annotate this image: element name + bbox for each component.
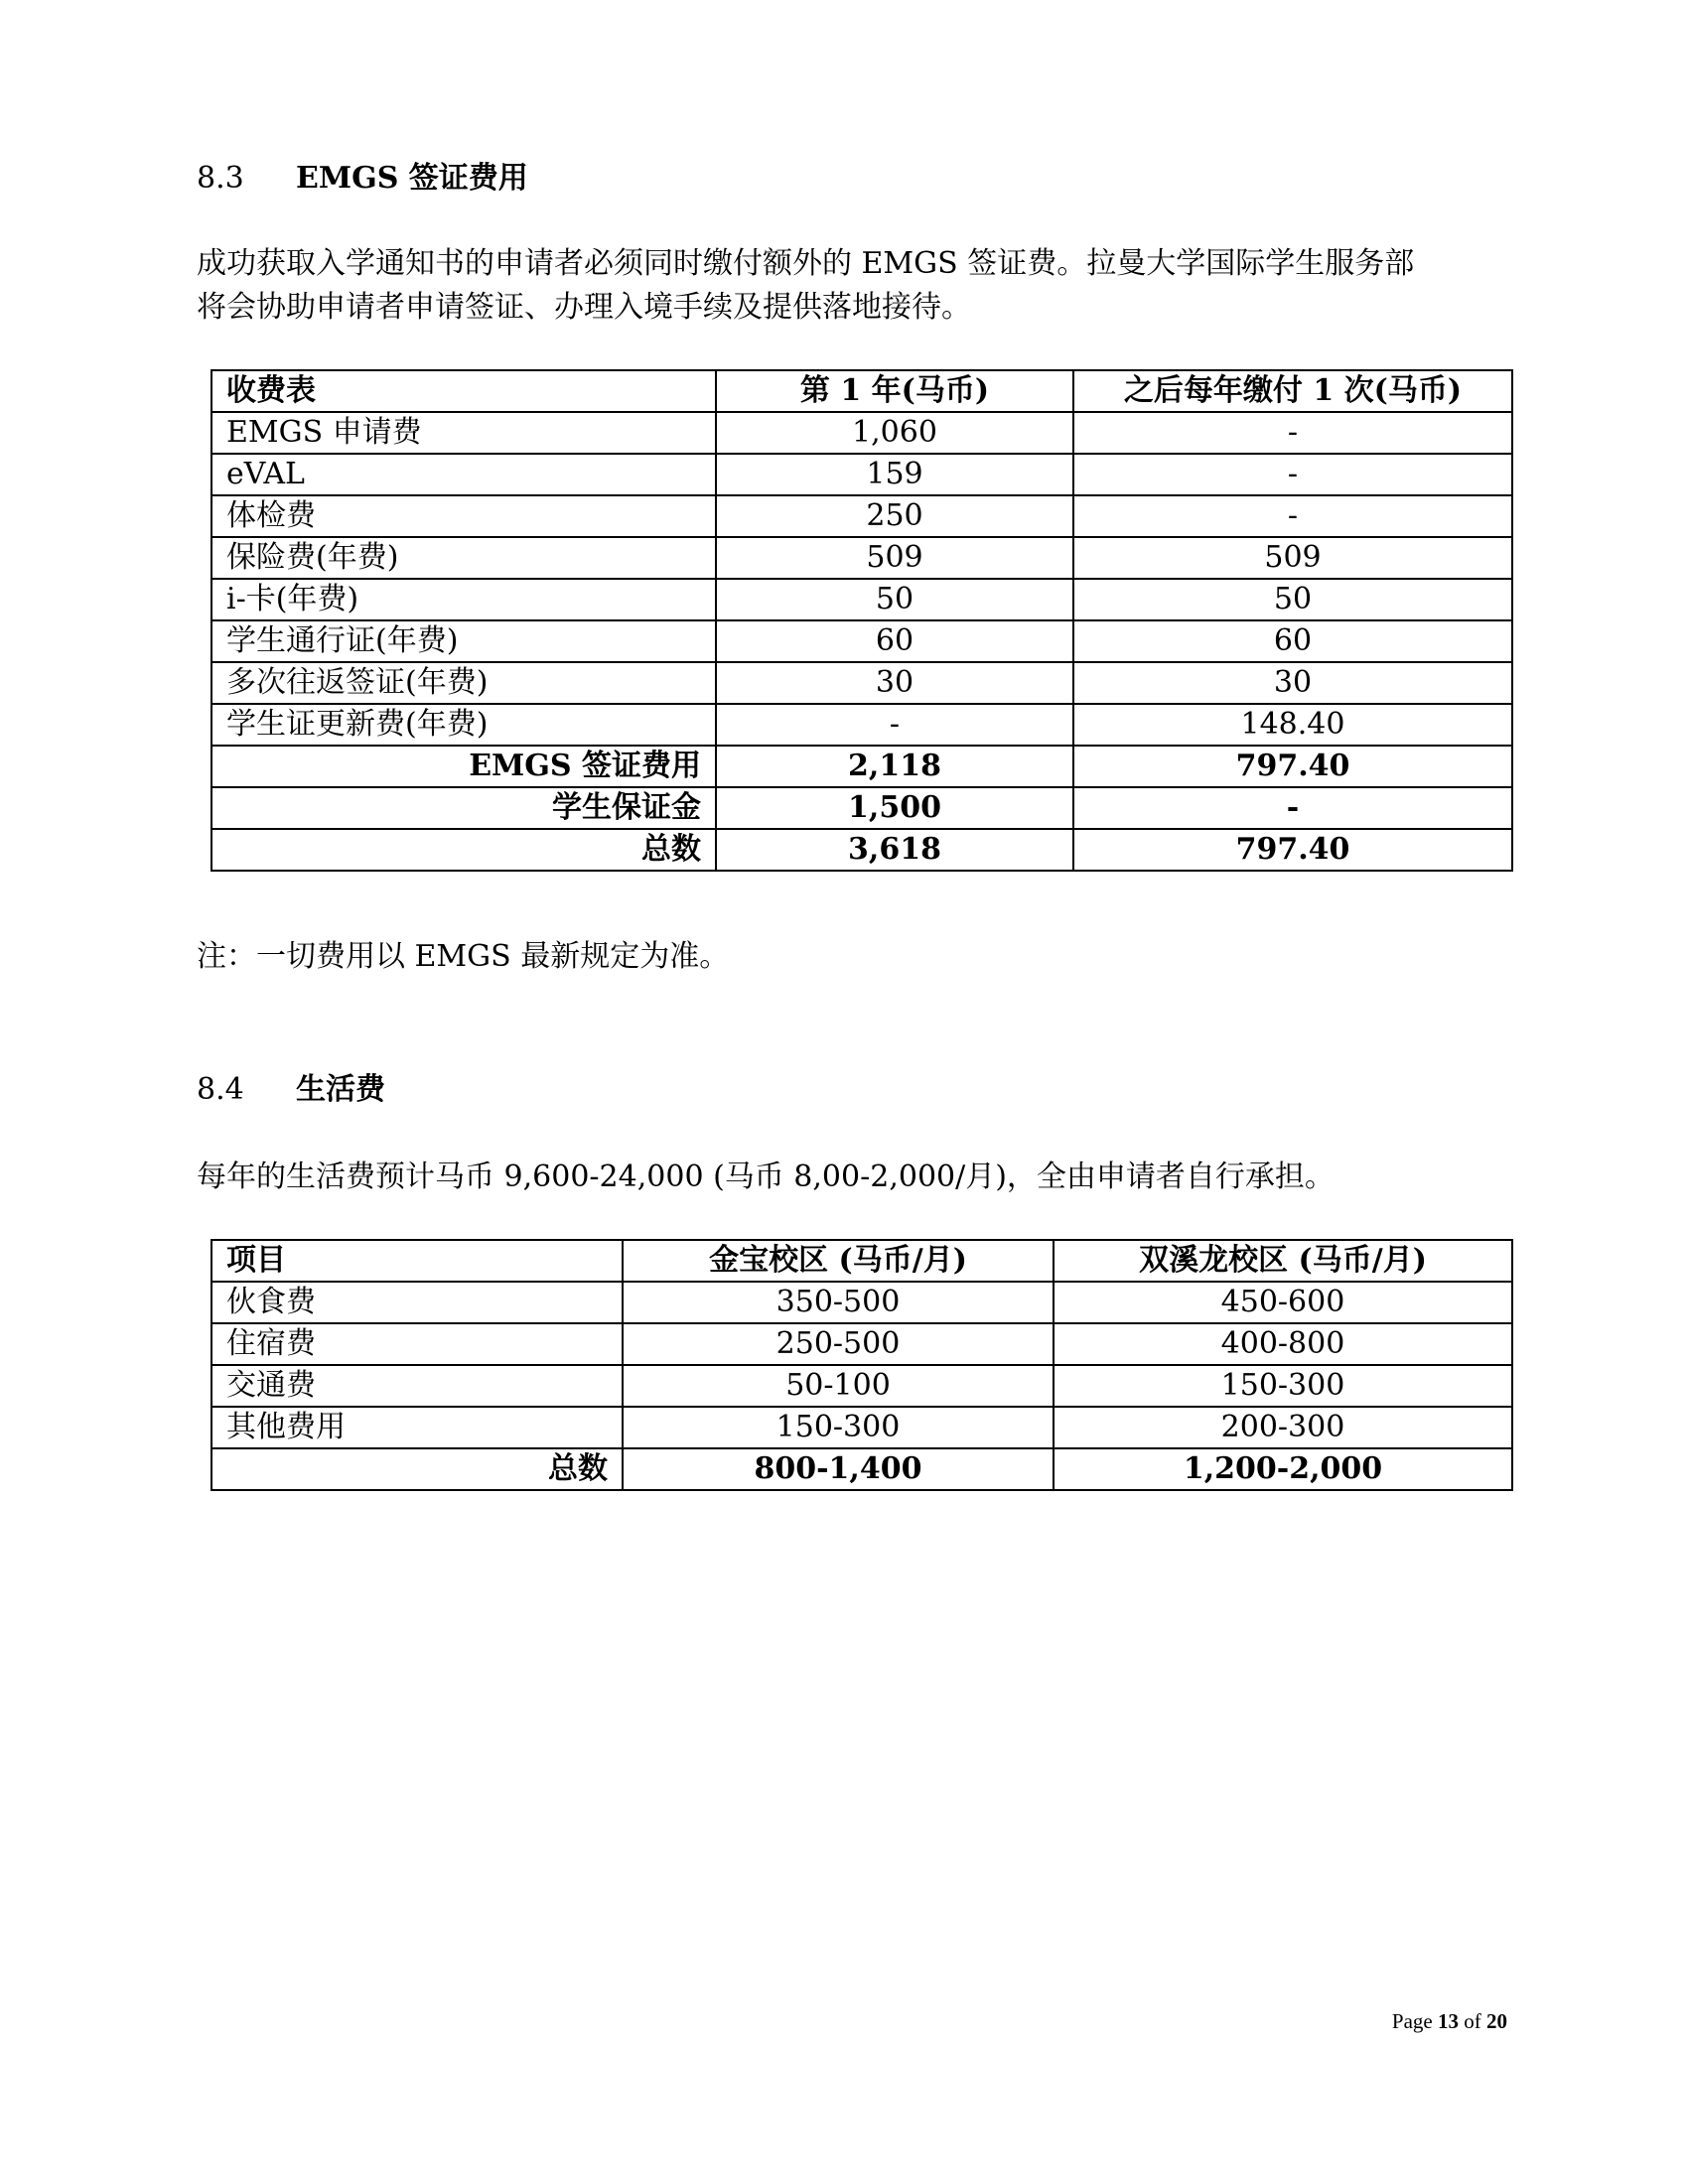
kampar-amount: 150-300 xyxy=(623,1407,1054,1448)
total-pages: 20 xyxy=(1486,2009,1507,2033)
cost-item: 交通费 xyxy=(211,1365,623,1407)
first-year-amount: 509 xyxy=(716,537,1073,579)
subsequent-year-amount: 60 xyxy=(1073,620,1512,662)
table-row xyxy=(211,1407,1512,1448)
subsequent-year-amount: 30 xyxy=(1073,662,1512,704)
table-header-row xyxy=(211,1240,1512,1282)
first-year-amount: 50 xyxy=(716,579,1073,620)
table-row xyxy=(211,537,1512,579)
first-year-amount: 60 xyxy=(716,620,1073,662)
cost-item: 其他费用 xyxy=(211,1407,623,1448)
of-word: of xyxy=(1464,2009,1481,2033)
first-year-amount: 159 xyxy=(716,454,1073,495)
table-row xyxy=(211,579,1512,620)
subsequent-year-amount: - xyxy=(1073,454,1512,495)
table-row xyxy=(211,1282,1512,1323)
column-header: 项目 xyxy=(211,1240,623,1282)
column-header: 第 1 年(马币) xyxy=(716,370,1073,412)
fee-item: EMGS 申请费 xyxy=(211,412,716,454)
subsequent-year-amount: 797.40 xyxy=(1073,746,1512,787)
table-row xyxy=(211,704,1512,746)
page-word: Page xyxy=(1391,2009,1433,2033)
fee-item: 多次往返签证(年费) xyxy=(211,662,716,704)
total-label: 总数 xyxy=(211,1448,623,1490)
kampar-amount: 350-500 xyxy=(623,1282,1054,1323)
fee-item: i-卡(年费) xyxy=(211,579,716,620)
section-8-3-intro xyxy=(197,242,1517,330)
total-label: EMGS 签证费用 xyxy=(211,746,716,787)
column-header: 之后每年缴付 1 次(马币) xyxy=(1073,370,1512,412)
subtotal-row xyxy=(211,746,1512,787)
subsequent-year-amount: 148.40 xyxy=(1073,704,1512,746)
subsequent-year-amount: - xyxy=(1073,787,1512,829)
deposit-row xyxy=(211,787,1512,829)
section-number: 8.3 xyxy=(197,161,244,196)
sungai-long-amount: 1,200-2,000 xyxy=(1054,1448,1512,1490)
table-row xyxy=(211,412,1512,454)
first-year-amount: 1,060 xyxy=(716,412,1073,454)
cost-item: 伙食费 xyxy=(211,1282,623,1323)
fee-item: eVAL xyxy=(211,454,716,495)
subsequent-year-amount: 50 xyxy=(1073,579,1512,620)
fee-item: 学生通行证(年费) xyxy=(211,620,716,662)
column-header: 收费表 xyxy=(211,370,716,412)
total-label: 总数 xyxy=(211,829,716,871)
fee-item: 学生证更新费(年费) xyxy=(211,704,716,746)
section-title: 生活费 xyxy=(296,1072,385,1107)
section-8-3-heading xyxy=(197,159,528,199)
fee-item: 保险费(年费) xyxy=(211,537,716,579)
sungai-long-amount: 400-800 xyxy=(1054,1323,1512,1365)
table-row xyxy=(211,620,1512,662)
current-page: 13 xyxy=(1438,2009,1459,2033)
grand-total-row xyxy=(211,1448,1512,1490)
first-year-amount: 2,118 xyxy=(716,746,1073,787)
table-row xyxy=(211,662,1512,704)
page-number xyxy=(1392,2009,1507,2034)
subsequent-year-amount: 509 xyxy=(1073,537,1512,579)
first-year-amount: 3,618 xyxy=(716,829,1073,871)
table-row xyxy=(211,495,1512,537)
section-8-4-heading xyxy=(197,1070,385,1110)
first-year-amount: - xyxy=(716,704,1073,746)
table-row xyxy=(211,1365,1512,1407)
sungai-long-amount: 450-600 xyxy=(1054,1282,1512,1323)
first-year-amount: 30 xyxy=(716,662,1073,704)
grand-total-row xyxy=(211,829,1512,871)
kampar-amount: 800-1,400 xyxy=(623,1448,1054,1490)
table-row xyxy=(211,1323,1512,1365)
subsequent-year-amount: - xyxy=(1073,495,1512,537)
fee-note: 注：一切费用以 EMGS 最新规定为准。 xyxy=(197,939,730,974)
intro-line-2: 将会协助申请者申请签证、办理入境手续及提供落地接待。 xyxy=(197,290,971,325)
sungai-long-amount: 200-300 xyxy=(1054,1407,1512,1448)
kampar-amount: 250-500 xyxy=(623,1323,1054,1365)
section-title: EMGS 签证费用 xyxy=(296,161,528,196)
kampar-amount: 50-100 xyxy=(623,1365,1054,1407)
section-number: 8.4 xyxy=(197,1072,244,1107)
emgs-fee-table xyxy=(211,369,1513,872)
cost-item: 住宿费 xyxy=(211,1323,623,1365)
column-header: 金宝校区 (马币/月) xyxy=(623,1240,1054,1282)
subsequent-year-amount: 797.40 xyxy=(1073,829,1512,871)
first-year-amount: 1,500 xyxy=(716,787,1073,829)
column-header: 双溪龙校区 (马币/月) xyxy=(1054,1240,1512,1282)
subsequent-year-amount: - xyxy=(1073,412,1512,454)
living-cost-intro: 每年的生活费预计马币 9,600-24,000 (马币 8,00-2,000/月)，全由申请者自行承担。 xyxy=(197,1160,1335,1194)
table-header-row xyxy=(211,370,1512,412)
first-year-amount: 250 xyxy=(716,495,1073,537)
intro-line-1: 成功获取入学通知书的申请者必须同时缴付额外的 EMGS 签证费。拉曼大学国际学生服务部 xyxy=(197,246,1415,281)
sungai-long-amount: 150-300 xyxy=(1054,1365,1512,1407)
total-label: 学生保证金 xyxy=(211,787,716,829)
living-cost-table xyxy=(211,1239,1513,1491)
fee-item: 体检费 xyxy=(211,495,716,537)
table-row xyxy=(211,454,1512,495)
